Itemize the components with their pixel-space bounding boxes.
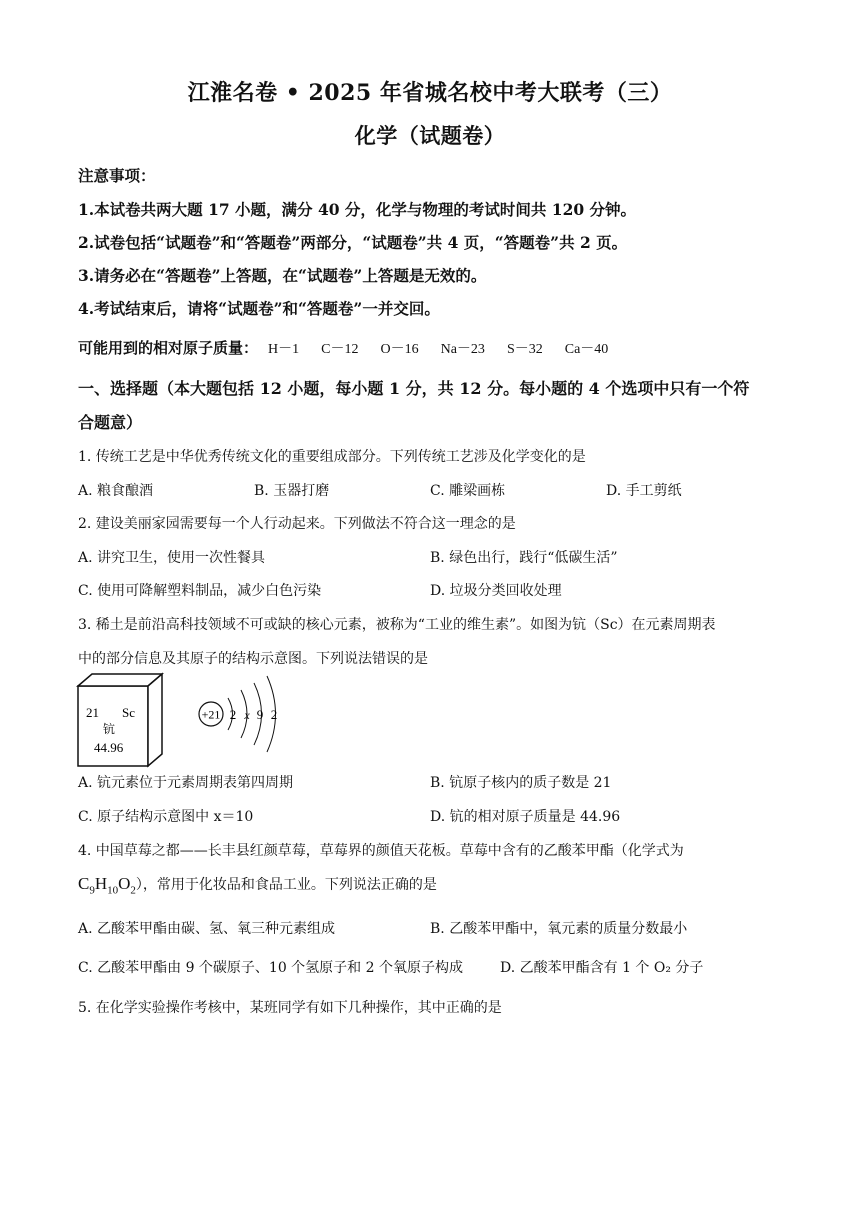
q2-option-c: C. 使用可降解塑料制品，减少白色污染 [78, 583, 322, 599]
q3-stem-line1: 3. 稀土是前沿高科技领域不可或缺的核心元素，被称为“工业的维生素”。如图为钪（Sc）在元素周期表 [78, 617, 716, 633]
q3-option-b: B. 钪原子核内的质子数是 21 [430, 775, 612, 791]
q4-option-c: C. 乙酸苯甲酯由 9 个碳原子、10 个氢原子和 2 个氧原子构成 [78, 960, 463, 976]
notes-heading: 注意事项： [78, 166, 156, 185]
formula-c: C [78, 874, 90, 893]
q1-option-b: B. 玉器打磨 [254, 483, 330, 499]
q4-formula [78, 874, 136, 897]
section1-heading-line1: 一、选择题（本大题包括 12 小题，每小题 1 分，共 12 分。每小题的 4 个选项中只有一个符 [78, 379, 750, 398]
exam-subtitle: 化学（试题卷） [354, 123, 506, 148]
q3-stem-line2: 中的部分信息及其原子的结构示意图。下列说法错误的是 [78, 651, 428, 667]
shell-3-electrons: 9 [256, 707, 264, 722]
q5-stem: 5. 在化学实验操作考核中，某班同学有如下几种操作，其中正确的是 [78, 1000, 502, 1016]
formula-c-count: 9 [89, 884, 95, 897]
formula-o-count: 2 [130, 884, 136, 897]
element-mass: 44.96 [94, 740, 124, 755]
q1-option-c: C. 雕梁画栋 [430, 483, 506, 499]
note-item-2: 2.试卷包括“试题卷”和“答题卷”两部分，“试题卷”共 4 页，“答题卷”共 2 页。 [78, 233, 628, 252]
q4-option-b: B. 乙酸苯甲酯中，氧元素的质量分数最小 [430, 921, 688, 937]
mass-s: S－32 [506, 342, 543, 357]
q4-stem-line1: 4. 中国草莓之都——长丰县红颜草莓，草莓界的颜值天花板。草莓中含有的乙酸苯甲酯（化学式为 [78, 843, 684, 859]
q4-option-d: D. 乙酸苯甲酯含有 1 个 O₂ 分子 [500, 960, 704, 976]
shell-4-electrons: 2 [270, 707, 278, 722]
q4-stem-line2: ），常用于化妆品和食品工业。下列说法正确的是 [135, 877, 437, 893]
shell-2-electrons: x [244, 708, 250, 722]
q3-option-c: C. 原子结构示意图中 x＝10 [78, 809, 254, 825]
q1-option-d: D. 手工剪纸 [606, 483, 682, 499]
formula-h: H [94, 874, 108, 893]
nucleus-charge: +21 [201, 707, 221, 722]
q2-option-a: A. 讲究卫生，使用一次性餐具 [78, 550, 266, 566]
q1-stem: 1. 传统工艺是中华优秀传统文化的重要组成部分。下列传统工艺涉及化学变化的是 [78, 449, 586, 465]
shell-1-electrons: 2 [229, 707, 237, 722]
q4-stem-line2-row [78, 874, 437, 896]
q2-option-b: B. 绿色出行，践行“低碳生活” [430, 550, 618, 566]
element-card-side [148, 674, 162, 766]
element-name: 钪 [103, 722, 116, 736]
note-item-1: 1.本试卷共两大题 17 小题，满分 40 分，化学与物理的考试时间共 120 分钟。 [78, 200, 637, 219]
q2-stem: 2. 建设美丽家园需要每一个人行动起来。下列做法不符合这一理念的是 [78, 516, 516, 532]
q4-option-a: A. 乙酸苯甲酯由碳、氢、氧三种元素组成 [78, 921, 336, 937]
formula-o: O [118, 874, 131, 893]
mass-c: C－12 [321, 342, 359, 357]
q3-option-a: A. 钪元素位于元素周期表第四周期 [78, 775, 294, 791]
q3-figure [76, 672, 286, 768]
q1-option-a: A. 粮食酿酒 [78, 483, 154, 499]
formula-h-count: 10 [107, 884, 119, 897]
element-card [78, 674, 162, 766]
mass-h: H－1 [268, 342, 300, 357]
note-item-3: 3.请务必在“答题卷”上答题，在“试题卷”上答题是无效的。 [78, 266, 487, 285]
section1-heading-line2: 合题意） [78, 413, 143, 432]
note-item-4: 4.考试结束后，请将“试题卷”和“答题卷”一并交回。 [78, 299, 440, 318]
atomic-masses-label: 可能用到的相对原子质量： [78, 339, 259, 357]
q2-option-d: D. 垃圾分类回收处理 [430, 583, 562, 599]
exam-title: 江淮名卷 • 2025 年省城名校中考大联考（三） [187, 80, 673, 106]
mass-na: Na－23 [440, 342, 485, 357]
mass-o: O－16 [380, 342, 419, 357]
mass-ca: Ca－40 [564, 342, 609, 357]
atom-structure-diagram [199, 676, 277, 752]
q3-option-d: D. 钪的相对原子质量是 44.96 [430, 809, 621, 825]
atomic-masses [78, 337, 608, 358]
element-atomic-number: 21 [86, 705, 99, 720]
element-symbol: Sc [122, 705, 135, 720]
